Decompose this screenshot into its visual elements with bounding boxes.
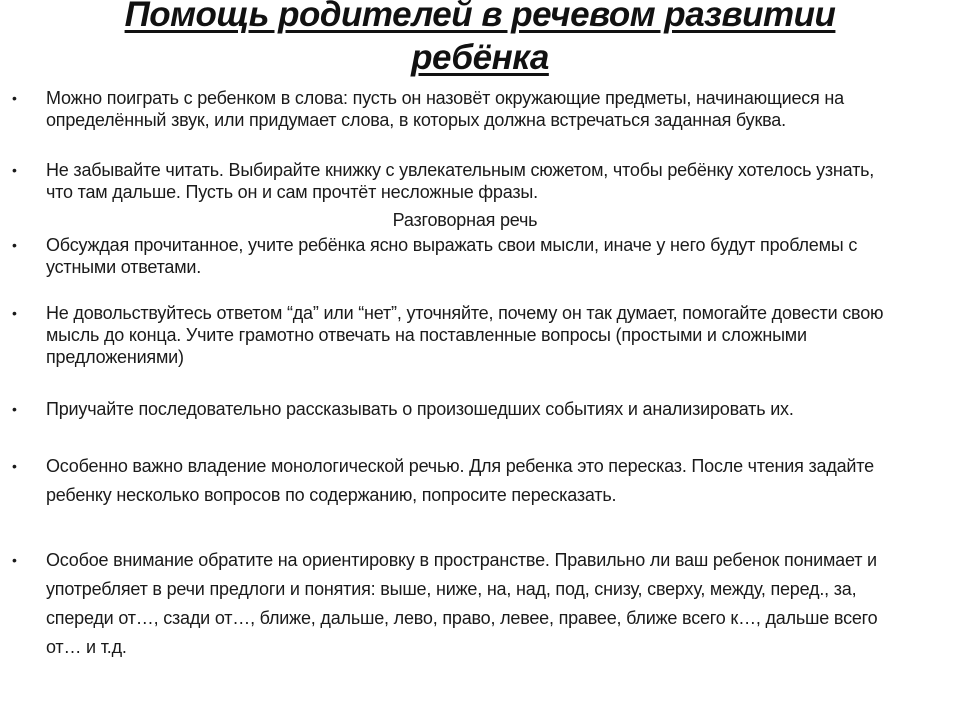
bullet-icon: • — [12, 162, 17, 178]
bullet-icon: • — [12, 458, 17, 474]
bullet-text: Не довольствуйтесь ответом “да” или “нет”, уточняйте, почему он так думает, помогайте довести свою мысль до конца. Учите грамотно отвечать на поставленные вопросы (простыми и сложными предложениями) — [46, 303, 884, 367]
bullet-icon: • — [12, 90, 17, 106]
bullet-item — [0, 234, 930, 278]
bullet-text: Особенно важно владение монологической речью. Для ребенка это пересказ. После чтения задайте ребенку несколько вопросов по содержанию, попросите пересказать. — [46, 456, 874, 505]
page-title: Помощь родителей в речевом развитии ребёнка — [124, 0, 836, 77]
bullet-item — [0, 302, 930, 368]
bullet-icon: • — [12, 237, 17, 253]
bullet-item — [0, 87, 930, 131]
bullet-icon: • — [12, 305, 17, 321]
bullet-item — [0, 398, 930, 420]
bullet-icon: • — [12, 401, 17, 417]
section-heading: Разговорная речь — [392, 210, 538, 230]
bullet-text: Обсуждая прочитанное, учите ребёнка ясно выражать свои мысли, иначе у него будут проблемы с устными ответами. — [46, 235, 858, 277]
bullet-text: Не забывайте читать. Выбирайте книжку с увлекательным сюжетом, чтобы ребёнку хотелось узнать, что там дальше. Пусть он и сам прочтёт несложные фразы. — [46, 160, 875, 202]
bullet-text: Приучайте последовательно рассказывать о произошедших событиях и анализировать их. — [46, 399, 794, 419]
bullet-item — [0, 159, 930, 203]
bullet-text: Можно поиграть с ребенком в слова: пусть он назовёт окружающие предметы, начинающиеся на определённый звук, или придумает слова, в которых должна встречаться заданная буква. — [46, 88, 844, 130]
slide-content — [0, 87, 930, 662]
bullet-item — [0, 452, 930, 510]
bullet-icon: • — [12, 552, 17, 568]
bullet-text: Особое внимание обратите на ориентировку в пространстве. Правильно ли ваш ребенок понимает и употребляет в речи предлоги и понятия: выше, ниже, на, над, под, снизу, сверху, между, перед., за, спереди от…, сзади от…, ближе, дальше, лево, право, левее, правее, ближе всего к…, дальше всего от… и т.д. — [46, 550, 878, 657]
bullet-item — [0, 546, 930, 662]
